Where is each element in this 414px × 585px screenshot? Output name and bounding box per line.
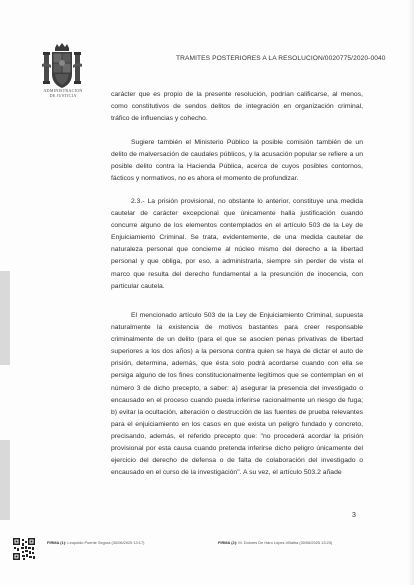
paragraph-4: El mencionado artículo 503 de la Ley de Enjuiciamiento Criminal, supuesta naturalmente la existencia de motivos bastantes para creer responsable criminalmente de un delito (para el que se asocien penas privativas de libertad superiores a los dos años) a la persona contra quien se haya de dictar el auto de prisión, determina, además, que ésta solo podrá acordarse cuando con ella se persiga alguno de los fines constitucionalmente legítimos que se contemplan en el número 3 de dicho precepto, a saber: a) asegurar la presencia del investigado o encausado en el proceso cuando pueda inferirse racionalmente un riesgo de fuga; b) evitar la ocultación, alteración o destrucción de las fuentes de prueba relevantes para el enjuiciamiento en los casos en que exista un peligro fundado y concreto, precisando, además, el referido precepto que: "no procederá acordar la prisión provisional por esta causa cuando pretenda inferirse dicho peligro únicamente del ejercicio del derecho de defensa o de falta de colaboración del investigado o encausado en el curso de la investigación". A su vez, el artículo 503.2 añade [111, 312, 363, 477]
qr-code-icon [13, 538, 35, 560]
crest-caption [38, 88, 88, 98]
page-number: 3 [352, 512, 356, 519]
page-edge-shadow [408, 0, 414, 585]
crest-caption-line-2: DE JUSTICIA [49, 93, 77, 98]
paragraph-3: 2.3.- La prisión provisional, no obstante lo anterior, constituye una medida cautelar de carácter excepcional que únicamente halla justificación cuando concurre alguno de los elementos contemplados en el artículo 503 de la Ley de Enjuiciamiento Criminal. Se trata, evidentemente, de una medida cautelar de naturaleza personal que concierne al núcleo mismo del derecho a la libertad personal y que obliga, por eso, a administrarla, siempre sin perder de vista el marco que resulta del derecho fundamental a la presunción de inocencia, con particular cautela. [111, 198, 363, 290]
signature-2-label: FIRMA (2): [218, 540, 238, 545]
signature-1-value: Leopoldo Puente Segura (30/06/2025 13:17) [67, 540, 145, 545]
case-reference: TRAMITES POSTERIORES A LA RESOLUCION/0020775/2020-0040 [176, 55, 386, 62]
signature-2-value: M. Dolores De Haro López-Villalba (30/06/2025 13:23) [238, 540, 333, 545]
signature-1 [47, 540, 144, 545]
paragraph-1: carácter que es propio de la presente resolución, podrían calificarse, al menos, como constitutivos de sendos delitos de integración en organización criminal, tráfico de influencias y cohecho. [111, 91, 363, 123]
signature-2 [218, 540, 332, 545]
scan-margin-mark [0, 440, 10, 520]
signature-1-label: FIRMA (1): [47, 540, 67, 545]
crest-caption-line-1: ADMINISTRACION [43, 88, 83, 93]
scan-margin-mark [0, 271, 10, 365]
paragraph-2: Sugiere también el Ministerio Público la posible comisión también de un delito de malversación de caudales públicos, y la acusación popular se refiere a un posible delito contra la Hacienda Pública, acerca de cuyos posibles contornos, fácticos y normativos, no es ahora el momento de profundizar. [111, 139, 363, 183]
